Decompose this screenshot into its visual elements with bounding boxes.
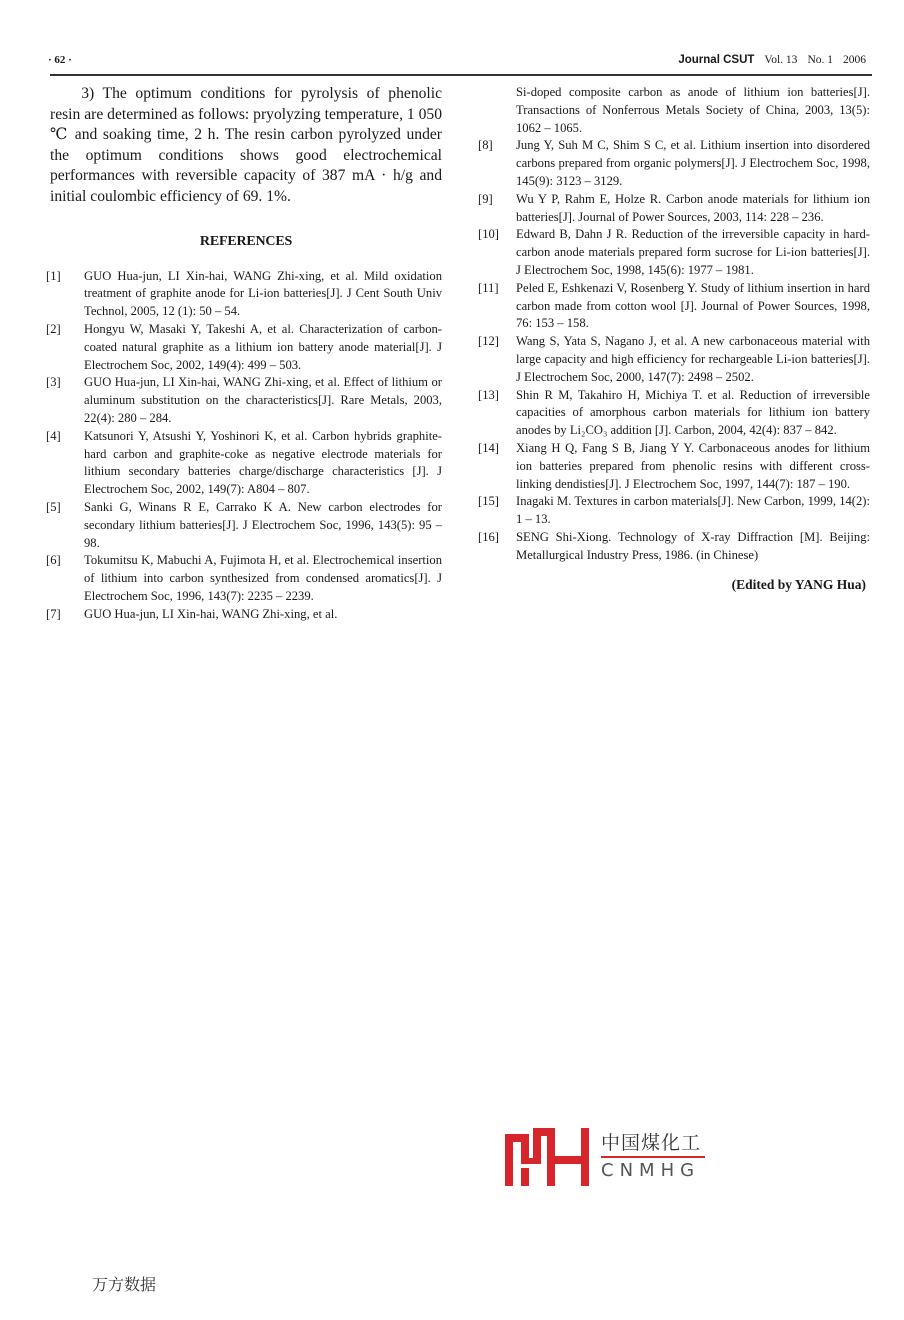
reference-label: [9]: [478, 191, 493, 206]
reference-item: [478, 226, 870, 279]
logo-divider: [601, 1156, 705, 1158]
reference-item: [478, 493, 870, 529]
reference-text: Wu Y P, Rahm E, Holze R. Carbon anode materials for lithium ion batteries[J]. Journal of Power Sources, 2003, 114: 228 – 236.: [516, 191, 870, 224]
reference-label: [11]: [478, 280, 499, 295]
reference-text: Edward B, Dahn J R. Reduction of the irreversible capacity in hard-carbon anode materials prepared form sucrose for Li-ion batteries[J]. J Electrochem Soc, 1998, 145(6): 1977 – 1981.: [516, 227, 870, 277]
conclusion-paragraph: 3) The optimum conditions for pyrolysis of phenolic resin are determined as follows: pryolyzing temperature, 1 050 ℃ and soaking time, 2 h. The resin carbon pyrolyzed under the optimum conditions shows good electrochemical performances with reversible capacity of 387 mA · h/g and initial coulombic efficiency of 69. 1%.: [50, 85, 442, 205]
reference-item: [478, 440, 870, 493]
reference-text: Jung Y, Suh M C, Shim S C, et al. Lithium insertion into disordered carbons prepared from organic polymers[J]. J Electrochem Soc, 1998, 145(9): 3123 – 3129.: [516, 138, 870, 188]
reference-label: [5]: [46, 499, 61, 514]
reference-label: [15]: [478, 494, 499, 509]
reference-item: [478, 387, 870, 440]
watermark: 万方数据: [92, 1275, 157, 1294]
journal-volume: Vol. 13: [764, 54, 798, 66]
reference-item: [46, 552, 442, 605]
reference-text: Sanki G, Winans R E, Carrako K A. New carbon electrodes for secondary lithium batteries[J]. J Electrochem Soc, 1996, 143(5): 95 – 98.: [84, 499, 442, 550]
reference-label: [7]: [46, 606, 61, 621]
running-header: [44, 54, 870, 74]
reference-text: Wang S, Yata S, Nagano J, et al. A new carbonaceous material with large capacity and high efficiency for rechargeable Li-ion batteries[J]. J Electrochem Soc, 2000, 147(7): 2498 – 2502.: [516, 334, 870, 384]
logo-english-text: CNMHG: [601, 1160, 701, 1181]
reference-item: [46, 606, 442, 624]
reference-item: [478, 280, 870, 333]
reference-label: [2]: [46, 321, 61, 336]
reference-item: [46, 321, 442, 374]
reference-label: [1]: [46, 268, 61, 283]
reference-label: [13]: [478, 387, 499, 402]
reference-item: [46, 268, 442, 321]
reference-text: Katsunori Y, Atsushi Y, Yoshinori K, et al. Carbon hybrids graphite-hard carbon and graphite-coke as negative electrode materials for lithium secondary batteries charge/discharge characteristics [J]. J Electrochem Soc, 2002, 149(7): A804 – 807.: [84, 428, 442, 497]
journal-name: Journal CSUT: [678, 54, 755, 66]
reference-item: [46, 499, 442, 552]
reference-label: [3]: [46, 375, 61, 390]
reference-text: Xiang H Q, Fang S B, Jiang Y Y. Carbonaceous anodes for lithium ion batteries prepared from phenolic resins with different cross-linking dendisties[J]. J Electrochem Soc, 1997, 144(7): 187 – 190.: [516, 440, 870, 491]
references-heading: REFERENCES: [199, 233, 293, 249]
reference-label: [10]: [478, 227, 499, 242]
mh-logo-icon: [505, 1128, 597, 1186]
reference-text: GUO Hua-jun, LI Xin-hai, WANG Zhi-xing, et al. Mild oxidation treatment of graphite anode for Li-ion batteries[J]. J Cent South Univ Technol, 2005, 12 (1): 50 – 54.: [84, 268, 442, 319]
reference-list-left: [46, 268, 442, 624]
reference-text: SENG Shi-Xiong. Technology of X-ray Diffraction [M]. Beijing: Metallurgical Industry Press, 1986. (in Chinese): [516, 529, 870, 562]
journal-issue: No. 1: [807, 54, 833, 66]
reference-text: Tokumitsu K, Mabuchi A, Fujimota H, et al. Electrochemical insertion of lithium into carbon synthesized from condensed aromatics[J]. J Electrochem Soc, 1996, 143(7): 2235 – 2239.: [84, 553, 442, 603]
reference-item: [478, 529, 870, 565]
right-column: [478, 84, 870, 593]
reference-label: [4]: [46, 428, 61, 443]
reference-item: [46, 428, 442, 499]
header-rule: [50, 74, 872, 76]
reference-list-right: [478, 137, 870, 564]
reference-7-continued: Si-doped composite carbon as anode of lithium ion batteries[J]. Transactions of Nonferrous Metals Society of China, 2003, 13(5): 1062 – 1065.: [516, 85, 870, 135]
reference-item: [478, 191, 870, 227]
reference-text: Peled E, Eshkenazi V, Rosenberg Y. Study of lithium insertion in hard carbon made from cotton wool [J]. Journal of Power Sources, 1998, 76: 153 – 158.: [516, 280, 870, 331]
cnmhg-logo: [505, 1128, 715, 1192]
left-column: [46, 84, 442, 624]
page-number: · 62 ·: [48, 54, 72, 66]
reference-label: [6]: [46, 553, 61, 568]
reference-item: [478, 333, 870, 386]
reference-text: Shin R M, Takahiro H, Michiya T. et al. Reduction of irreversible capacities of amorphous carbon materials for lithium ion battery anodes by Li₂CO₃ addition [J]. Carbon, 2004, 42(4): 837 – 842.: [516, 387, 870, 438]
reference-text: Inagaki M. Textures in carbon materials[J]. New Carbon, 1999, 14(2): 1 – 13.: [516, 494, 870, 527]
reference-label: [16]: [478, 529, 499, 544]
reference-label: [8]: [478, 138, 493, 153]
reference-text: GUO Hua-jun, LI Xin-hai, WANG Zhi-xing, et al. Effect of lithium or aluminum substitution on the characteristics[J]. Rare Metals, 2003, 22(4): 280 – 284.: [84, 375, 442, 425]
logo-chinese-text: 中国煤化工: [601, 1132, 702, 1154]
reference-text: Hongyu W, Masaki Y, Takeshi A, et al. Characterization of carbon-coated natural graphite as a lithium ion battery anode material[J]. J Electrochem Soc, 2002, 149(4): 499 – 503.: [84, 321, 442, 372]
reference-item: [478, 137, 870, 190]
reference-text: GUO Hua-jun, LI Xin-hai, WANG Zhi-xing, et al.: [84, 606, 338, 621]
reference-item: [46, 374, 442, 427]
reference-label: [14]: [478, 440, 499, 455]
journal-info: [678, 54, 866, 66]
reference-label: [12]: [478, 334, 499, 349]
journal-year: 2006: [843, 54, 866, 66]
edited-by: (Edited by YANG Hua): [731, 576, 866, 592]
